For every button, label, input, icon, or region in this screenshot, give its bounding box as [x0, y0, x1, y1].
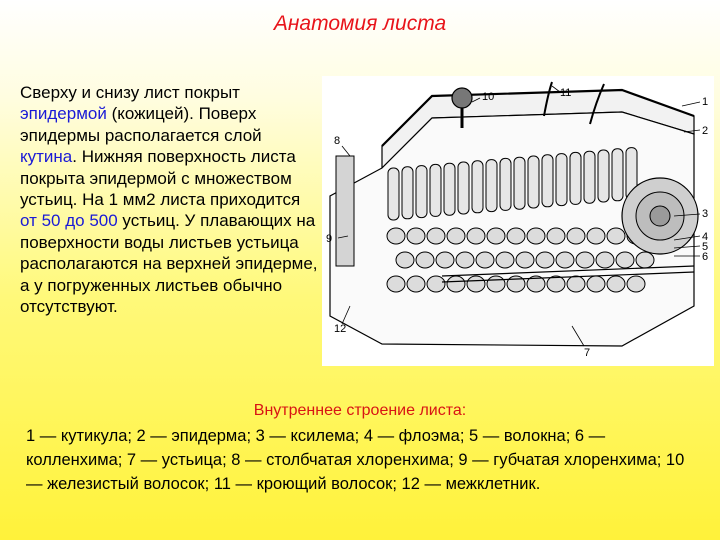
- figure-label-11: 11: [560, 87, 572, 99]
- leaf-cross-section-drawing: [322, 76, 714, 366]
- figure-label-2: 2: [702, 125, 709, 137]
- paragraph-text-2: (кожицей). Поверх эпидермы располагается слой: [20, 104, 262, 145]
- figure-label-7: 7: [584, 347, 591, 359]
- paragraph-text-3: . Нижняя поверхность листа покрыта эпидермой с множеством устьиц. На 1 мм2 листа приходится: [20, 147, 301, 210]
- figure-caption: Внутреннее строение листа:: [253, 402, 467, 419]
- figure-label-9: 9: [326, 233, 333, 245]
- figure-label-4: 4: [702, 231, 709, 243]
- figure-label-5: 5: [702, 241, 709, 253]
- figure-label-8: 8: [334, 135, 341, 147]
- leaf-anatomy-figure: [322, 76, 714, 366]
- stomata-range: от 50 до 500: [20, 211, 118, 231]
- paragraph-text-1: Сверху и снизу лист покрыт: [20, 83, 240, 102]
- figure-label-3: 3: [702, 208, 709, 220]
- paragraph-text-4: устьиц. У плавающих на поверхности воды листьев устьица располагаются на верхней эпидерме, а у погруженных листьев обычно отсутствуют.: [20, 211, 318, 317]
- description-paragraph: [20, 82, 320, 317]
- term-epidermis: эпидермой: [20, 104, 107, 124]
- term-cutin: кутина: [20, 147, 73, 167]
- figure-legend: 1 — кутикула; 2 — эпидерма; 3 — ксилема; 4 — флоэма; 5 — волокна; 6 — колленхима; 7 — устьица; 8 — столбчатая хлоренхима; 9 — губчатая хлоренхима; 10 — железистый волосок; 11 — кроющий волосок; 12 — межклетник.: [26, 427, 685, 493]
- figure-label-10: 10: [482, 91, 495, 103]
- figure-label-6: 6: [702, 251, 709, 263]
- figure-label-1: 1: [702, 96, 709, 108]
- slide-title: Анатомия листа: [273, 12, 447, 35]
- figure-label-12: 12: [334, 323, 347, 335]
